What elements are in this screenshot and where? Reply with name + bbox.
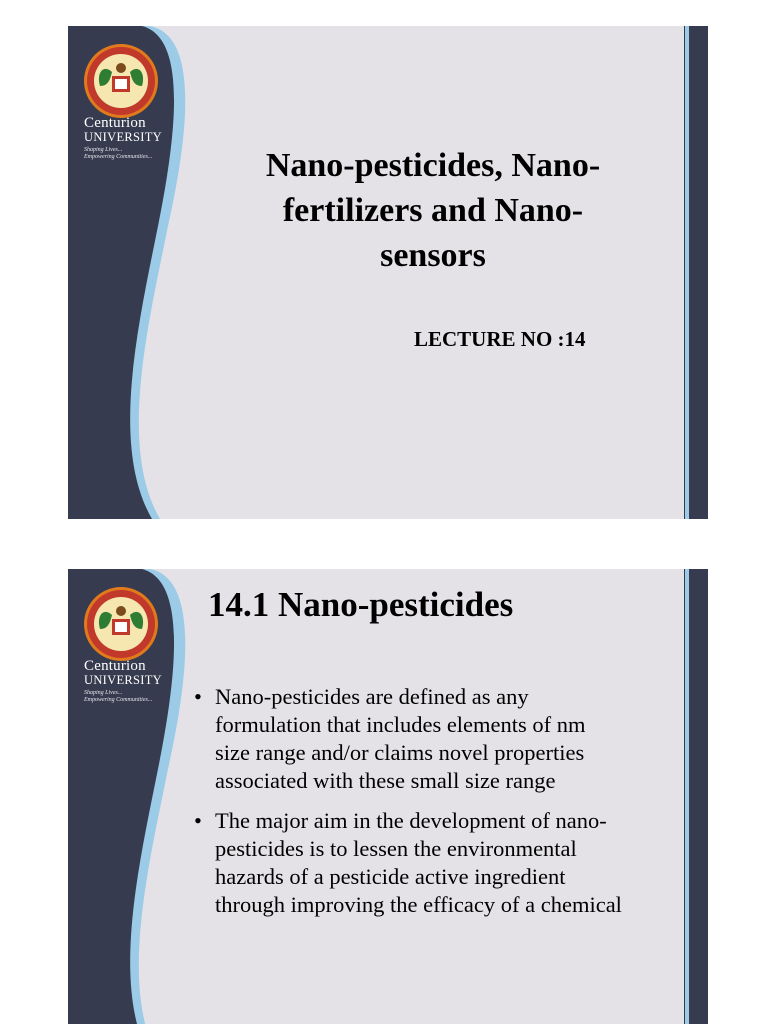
brand-tagline-line1: Shaping Lives... <box>84 146 123 153</box>
bullet-line: size range and/or claims novel properties <box>215 740 585 765</box>
lecture-number: LECTURE NO :14 <box>414 327 586 351</box>
brand-tagline-line2: Empowering Communities... <box>84 696 153 703</box>
university-emblem-logo <box>82 42 160 120</box>
bullet-marker: • <box>194 808 202 833</box>
bullet-line: through improving the efficacy of a chemical <box>215 892 622 917</box>
brand-name-line2: UNIVERSITY <box>84 673 162 687</box>
university-wordmark <box>84 659 184 703</box>
brand-tagline-line1: Shaping Lives... <box>84 689 123 696</box>
bullet-line: associated with these small size range <box>215 768 556 793</box>
bullet-line: Nano-pesticides are defined as any <box>215 684 529 709</box>
brand-tagline-line2: Empowering Communities... <box>84 153 153 160</box>
bullet-line: pesticides is to lessen the environmental <box>215 836 577 861</box>
slide-title <box>198 143 668 278</box>
bullet-marker: • <box>194 684 202 709</box>
bullet-line: hazards of a pesticide active ingredient <box>215 864 566 889</box>
slide-title-line: fertilizers and Nano- <box>282 192 584 229</box>
bullet-item <box>192 807 692 919</box>
bullet-list <box>192 683 692 931</box>
content-slide <box>68 569 708 1024</box>
brand-name-line2: UNIVERSITY <box>84 130 162 144</box>
slide-heading: 14.1 Nano-pesticides <box>208 585 514 624</box>
bullet-line: formulation that includes elements of nm <box>215 712 586 737</box>
title-slide <box>68 26 708 519</box>
slide-title-line: Nano-pesticides, Nano- <box>265 147 601 184</box>
brand-name-line1: Centurion <box>84 115 146 131</box>
university-wordmark <box>84 116 184 160</box>
university-emblem-logo <box>82 585 160 663</box>
bullet-item <box>192 683 692 795</box>
bullet-line: The major aim in the development of nano- <box>215 808 607 833</box>
brand-name-line1: Centurion <box>84 658 146 674</box>
slide-title-line: sensors <box>380 237 486 274</box>
